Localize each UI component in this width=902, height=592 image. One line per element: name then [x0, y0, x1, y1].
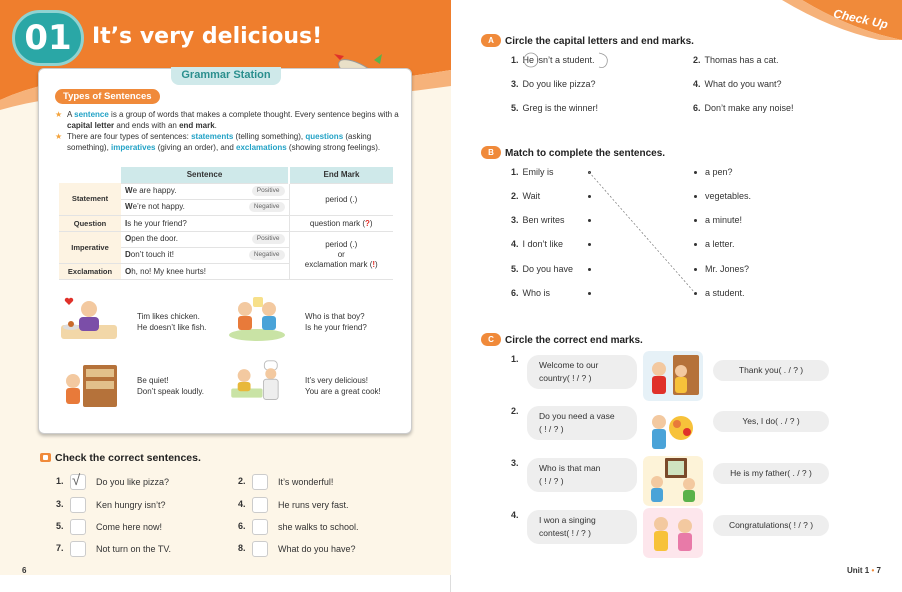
grammar-station-panel	[38, 68, 412, 434]
sentence-cell: Open the door. Positive	[121, 231, 289, 247]
father-portrait-illustration	[643, 456, 703, 506]
a-item-5: 5. Greg is the winner!	[511, 103, 599, 113]
b-left-3: 3. Ben writes	[511, 215, 565, 225]
example-text-1: Tim likes chicken. He doesn’t like fish.	[137, 312, 207, 332]
grammar-station-tab: Grammar Station	[171, 67, 281, 85]
check-item-2: 2. It’s wonderful!	[238, 474, 333, 490]
c-num-3: 3.	[511, 458, 519, 468]
types-of-sentences-title: Types of Sentences	[55, 89, 160, 104]
sentence-cell: We are happy. Positive	[121, 183, 289, 199]
check-item-5: 5. Come here now!	[56, 519, 162, 535]
c-question-bubble-4: I won a singing contest( ! / ? )	[527, 510, 637, 544]
c-question-bubble-3: Who is that man ( ! / ? )	[527, 458, 637, 492]
b-left-6: 6. Who is	[511, 288, 551, 298]
boy-eating-illustration	[59, 295, 119, 341]
check-item-7: 7. Not turn on the TV.	[56, 541, 171, 557]
page-footer-right: Unit 1 • 7	[847, 566, 881, 575]
end-mark-cell: period (.)	[289, 183, 393, 215]
vase-illustration	[643, 406, 703, 456]
page-number-left: 6	[22, 566, 27, 575]
check-item-1: 1. √ Do you like pizza?	[56, 472, 170, 489]
b-right-2: vegetables.	[705, 191, 752, 201]
section-b-heading: B Match to complete the sentences.	[481, 146, 665, 159]
example-text-4: It’s very delicious! You are a great cook!	[305, 376, 381, 396]
a-item-4: 4. What do you want?	[693, 79, 782, 89]
sentence-cell: Is he your friend?	[121, 215, 289, 231]
c-answer-bubble-3: He is my father( . / ? )	[713, 463, 829, 484]
example-text-2: Who is that boy? Is he your friend?	[305, 312, 367, 332]
checkbox[interactable]	[252, 474, 268, 490]
match-line	[581, 165, 706, 300]
check-sentences-heading: Check the correct sentences.	[40, 452, 201, 464]
welcome-illustration	[643, 351, 703, 401]
checkbox[interactable]	[70, 474, 86, 490]
c-answer-bubble-2: Yes, I do( . / ? )	[713, 411, 829, 432]
c-num-2: 2.	[511, 406, 519, 416]
b-right-5: Mr. Jones?	[705, 264, 750, 274]
lesson-badge: 01	[12, 10, 84, 66]
checkbox[interactable]	[252, 519, 268, 535]
label-question: Question	[59, 215, 121, 231]
header-sentence: Sentence	[121, 167, 289, 183]
c-num-4: 4.	[511, 510, 519, 520]
c-answer-bubble-4: Congratulations( ! / ? )	[713, 515, 829, 536]
singing-contest-illustration	[643, 508, 703, 558]
star-icon: ★	[55, 132, 63, 141]
header-end-mark: End Mark	[289, 167, 393, 183]
b-left-2: 2. Wait	[511, 191, 541, 201]
c-question-bubble-2: Do you need a vase ( ! / ? )	[527, 406, 637, 440]
sentence-cell: Don’t touch it! Negative	[121, 247, 289, 263]
label-imperative: Imperative	[59, 231, 121, 263]
check-item-4: 4. He runs very fast.	[238, 497, 349, 513]
four-types-bullet: ★ There are four types of sentences: statements (telling something), questions (asking something), imperatives (giving an order), and exclamations (showing strong feelings).	[55, 132, 381, 152]
b-right-1: a pen?	[705, 167, 733, 177]
right-page	[451, 0, 902, 592]
b-right-4: a letter.	[705, 239, 735, 249]
b-left-4: 4. I don’t like	[511, 239, 564, 249]
end-mark-cell: period (.) or exclamation mark (!)	[289, 231, 393, 279]
lesson-title: It’s very delicious!	[92, 24, 323, 49]
quiet-library-illustration	[59, 363, 119, 409]
a-item-6: 6. Don’t make any noise!	[693, 103, 794, 113]
checkbox[interactable]	[252, 497, 268, 513]
section-a-heading: A Circle the capital letters and end marks.	[481, 34, 694, 47]
c-answer-bubble-1: Thank you( . / ? )	[713, 360, 829, 381]
b-left-1: 1. Emily is	[511, 167, 554, 177]
circle-mark	[521, 51, 541, 69]
label-exclamation: Exclamation	[59, 263, 121, 279]
check-up-label: Check Up	[831, 6, 889, 32]
definition-bullet: ★ A sentence is a group of words that makes a complete thought. Every sentence begins with a capital letter and ends with an end mark.	[55, 110, 399, 130]
c-num-1: 1.	[511, 354, 519, 364]
sentence-cell: Oh, no! My knee hurts!	[121, 263, 289, 279]
checkbox[interactable]	[252, 541, 268, 557]
a-item-1: 1. He isn’t a student.	[511, 55, 595, 65]
chef-cooking-illustration	[227, 359, 287, 405]
c-question-bubble-1: Welcome to our country( ! / ? )	[527, 355, 637, 389]
children-talking-illustration	[227, 295, 287, 341]
checkmark-icon: √	[72, 472, 81, 489]
check-item-6: 6. she walks to school.	[238, 519, 359, 535]
section-c-heading: C Circle the correct end marks.	[481, 333, 643, 346]
circle-mark	[595, 51, 611, 71]
end-mark-cell: question mark (?)	[289, 215, 393, 231]
label-statement: Statement	[59, 183, 121, 215]
b-right-3: a minute!	[705, 215, 743, 225]
example-text-3: Be quiet! Don’t speak loudly.	[137, 376, 204, 396]
checkbox[interactable]	[70, 541, 86, 557]
a-item-3: 3. Do you like pizza?	[511, 79, 596, 89]
checkbox[interactable]	[70, 519, 86, 535]
checkbox[interactable]	[70, 497, 86, 513]
a-item-2: 2. Thomas has a cat.	[693, 55, 779, 65]
star-icon: ★	[55, 110, 63, 119]
exercise-icon	[40, 453, 51, 462]
b-left-5: 5. Do you have	[511, 264, 574, 274]
check-item-3: 3. Ken hungry isn’t?	[56, 497, 166, 513]
sentence-types-table	[59, 167, 393, 280]
check-item-8: 8. What do you have?	[238, 541, 356, 557]
b-right-6: a student.	[705, 288, 745, 298]
sentence-cell: We’re not happy. Negative	[121, 199, 289, 215]
